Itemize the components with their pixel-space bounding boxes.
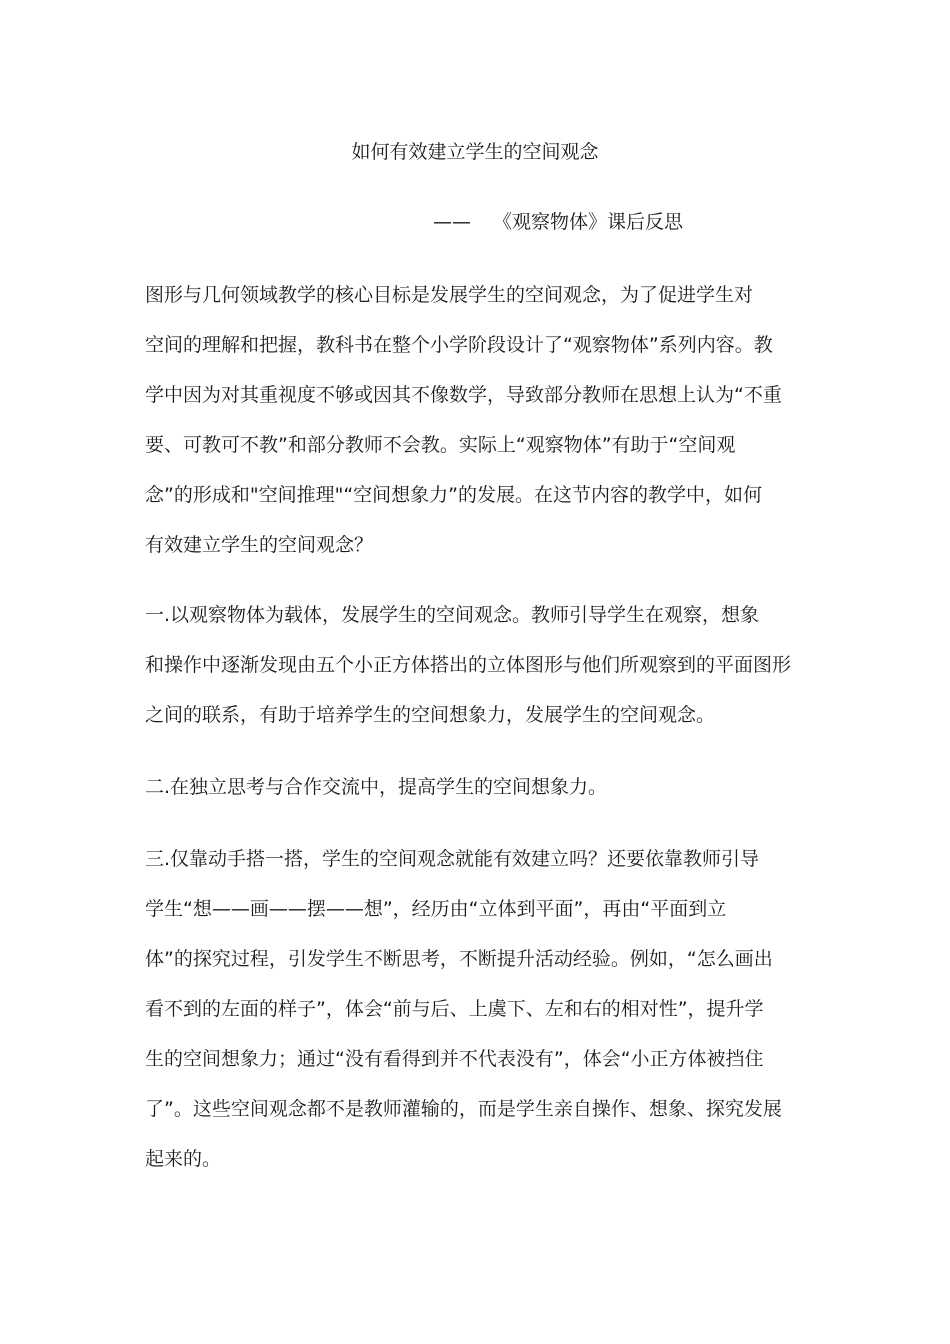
paragraph-point-three xyxy=(145,834,805,1184)
paragraph-line: 一.以观察物体为载体，发展学生的空间观念。教师引导学生在观察，想象 xyxy=(145,604,760,626)
paragraph-point-one xyxy=(145,590,805,740)
paragraph-intro xyxy=(145,270,805,570)
paragraph-line: 了”。这些空间观念都不是教师灌输的，而是学生亲自操作、想象、探究发展 xyxy=(145,1098,782,1120)
paragraph-line: 念”的形成和"空间推理"“空间想象力”的发展。在这节内容的教学中，如何 xyxy=(145,484,763,506)
paragraph-line: 要、可教可不教”和部分教师不会教。实际上“观察物体”有助于“空间观 xyxy=(145,434,736,456)
paragraph-line: 起来的。 xyxy=(145,1148,222,1170)
paragraph-line: 二.在独立思考与合作交流中，提高学生的空间想象力。 xyxy=(145,776,608,798)
paragraph-line: 和操作中逐渐发现由五个小正方体搭出的立体图形与他们所观察到的平面图形 xyxy=(145,654,792,676)
paragraph-line: 看不到的左面的样子”，体会“前与后、上虞下、左和右的相对性”，提升学 xyxy=(145,998,764,1020)
subtitle-text: 《观察物体》课后反思 xyxy=(493,211,684,233)
paragraph-line: 体”的探究过程，引发学生不断思考，不断提升活动经验。例如，“怎么画出 xyxy=(145,948,773,970)
paragraph-line: 空间的理解和把握，教科书在整个小学阶段设计了“观察物体”系列内容。教 xyxy=(145,334,773,356)
paragraph-point-two xyxy=(145,762,805,812)
paragraph-line: 生的空间想象力；通过“没有看得到并不代表没有”，体会“小正方体被挡住 xyxy=(145,1048,764,1070)
paragraph-line: 学生“想——画——摆——想”，经历由“立体到平面”，再由“平面到立 xyxy=(145,898,727,920)
paragraph-line: 有效建立学生的空间观念？ xyxy=(145,534,374,556)
document-title: 如何有效建立学生的空间观念 xyxy=(351,141,599,163)
document-subtitle xyxy=(433,209,683,235)
paragraph-line: 三.仅靠动手搭一搭，学生的空间观念就能有效建立吗？还要依靠教师引导 xyxy=(145,848,760,870)
paragraph-line: 图形与几何领域教学的核心目标是发展学生的空间观念，为了促进学生对 xyxy=(145,284,754,306)
paragraph-line: 学中因为对其重视度不够或因其不像数学，导致部分教师在思想上认为“不重 xyxy=(145,384,782,406)
subtitle-dash: —— xyxy=(433,211,471,233)
paragraph-line: 之间的联系，有助于培养学生的空间想象力，发展学生的空间观念。 xyxy=(145,704,716,726)
